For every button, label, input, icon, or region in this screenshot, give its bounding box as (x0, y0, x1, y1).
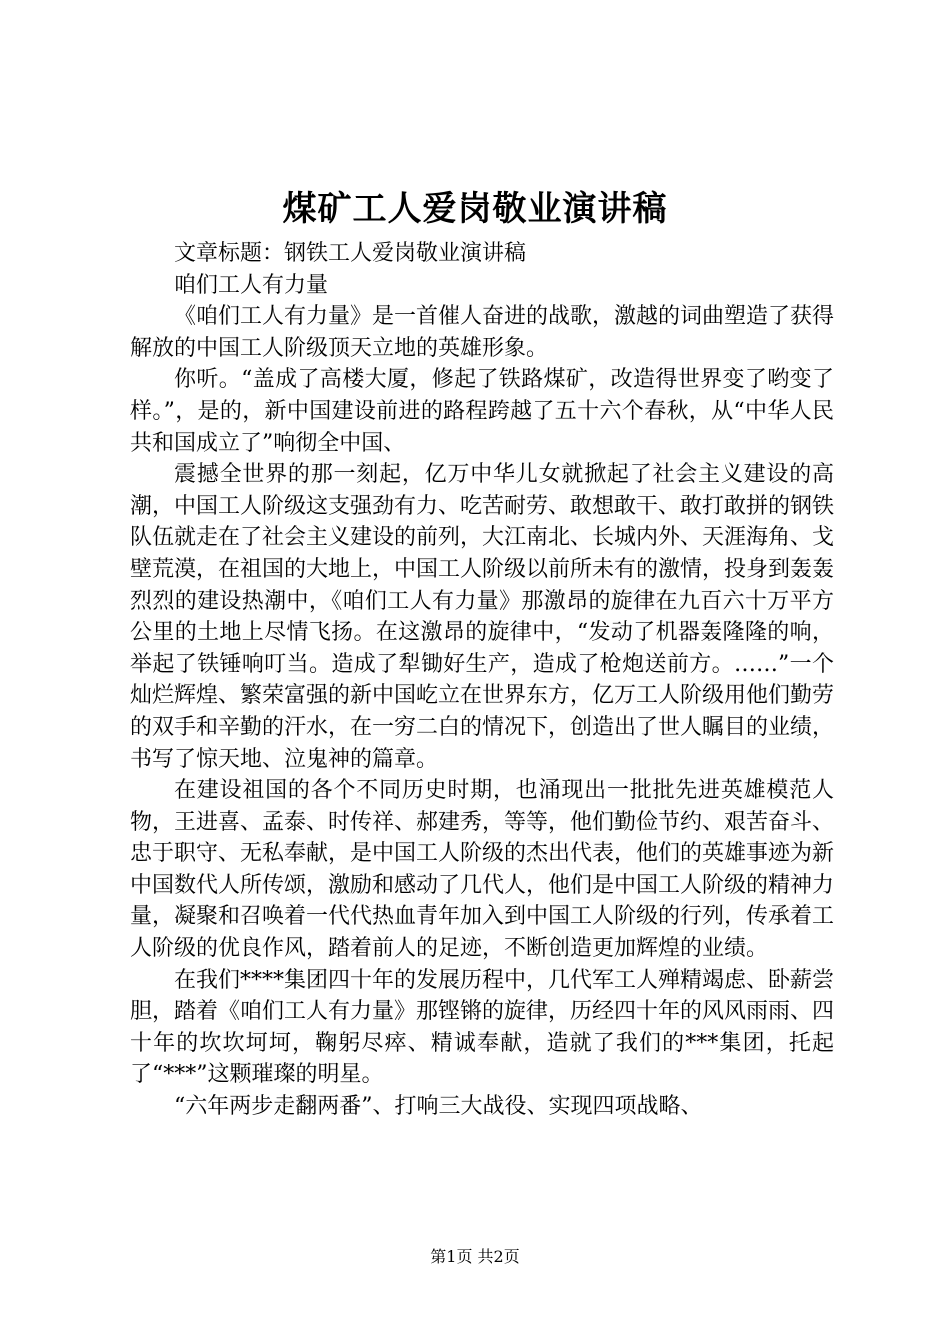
page-number-footer: 第1页 共2页 (430, 1247, 520, 1266)
body-paragraph: 你听。“盖成了高楼大厦，修起了铁路煤矿，改造得世界变了哟变了样。”，是的，新中国建设前进的路程跨越了五十六个春秋，从“中华人民共和国成立了”响彻全中国、 (130, 367, 834, 456)
document-title: 煤矿工人爱岗敬业演讲稿 (282, 189, 668, 229)
body-paragraph: 《咱们工人有力量》是一首催人奋进的战歌，激越的词曲塑造了获得解放的中国工人阶级顶天立地的英雄形象。 (130, 304, 835, 361)
body-paragraph: 在建设祖国的各个不同历史时期，也涌现出一批批先进英雄模范人物，王进喜、孟泰、时传祥、郝建秀，等等，他们勤俭节约、艰苦奋斗、忠于职守、无私奉献，是中国工人阶级的杰出代表，他们的英雄事迹为新中国数代人所传颂，激励和感动了几代人，他们是中国工人阶级的精神力量，凝聚和召唤着一代代热血青年加入到中国工人阶级的行列，传承着工人阶级的优良作风，踏着前人的足迹，不断创造更加辉煌的业绩。 (130, 778, 835, 962)
subtitle-line: 咱们工人有力量 (174, 272, 329, 298)
body-paragraph: 在我们****集团四十年的发展历程中，几代军工人殚精竭虑、卧薪尝胆，踏着《咱们工人有力量》那铿锵的旋律，历经四十年的风风雨雨、四十年的坎坎坷坷，鞠躬尽瘁、精诚奉献，造就了我们的***集团，托起了“***”这颗璀璨的明星。 (130, 967, 835, 1088)
body-paragraph: 震撼全世界的那一刻起，亿万中华儿女就掀起了社会主义建设的高潮，中国工人阶级这支强劲有力、吃苦耐劳、敢想敢干、敢打敢拼的钢铁队伍就走在了社会主义建设的前列，大江南北、长城内外、天涯海角、戈壁荒漠，在祖国的大地上，中国工人阶级以前所未有的激情，投身到轰轰烈烈的建设热潮中，《咱们工人有力量》那激昂的旋律在九百六十万平方公里的土地上尽情飞扬。在这激昂的旋律中，“发动了机器轰隆隆的响，举起了铁锤响叮当。造成了犁锄好生产，造成了枪炮送前方。……”一个灿烂辉煌、繁荣富强的新中国屹立在世界东方，亿万工人阶级用他们勤劳的双手和辛勤的汗水，在一穷二白的情况下，创造出了世人瞩目的业绩，书写了惊天地、泣鬼神的篇章。 (130, 462, 835, 772)
document-body (130, 238, 834, 1123)
article-title-line: 文章标题：钢铁工人爱岗敬业演讲稿 (174, 241, 527, 266)
body-paragraph: “六年两步走翻两番”、打响三大战役、实现四项战略、 (174, 1094, 703, 1120)
